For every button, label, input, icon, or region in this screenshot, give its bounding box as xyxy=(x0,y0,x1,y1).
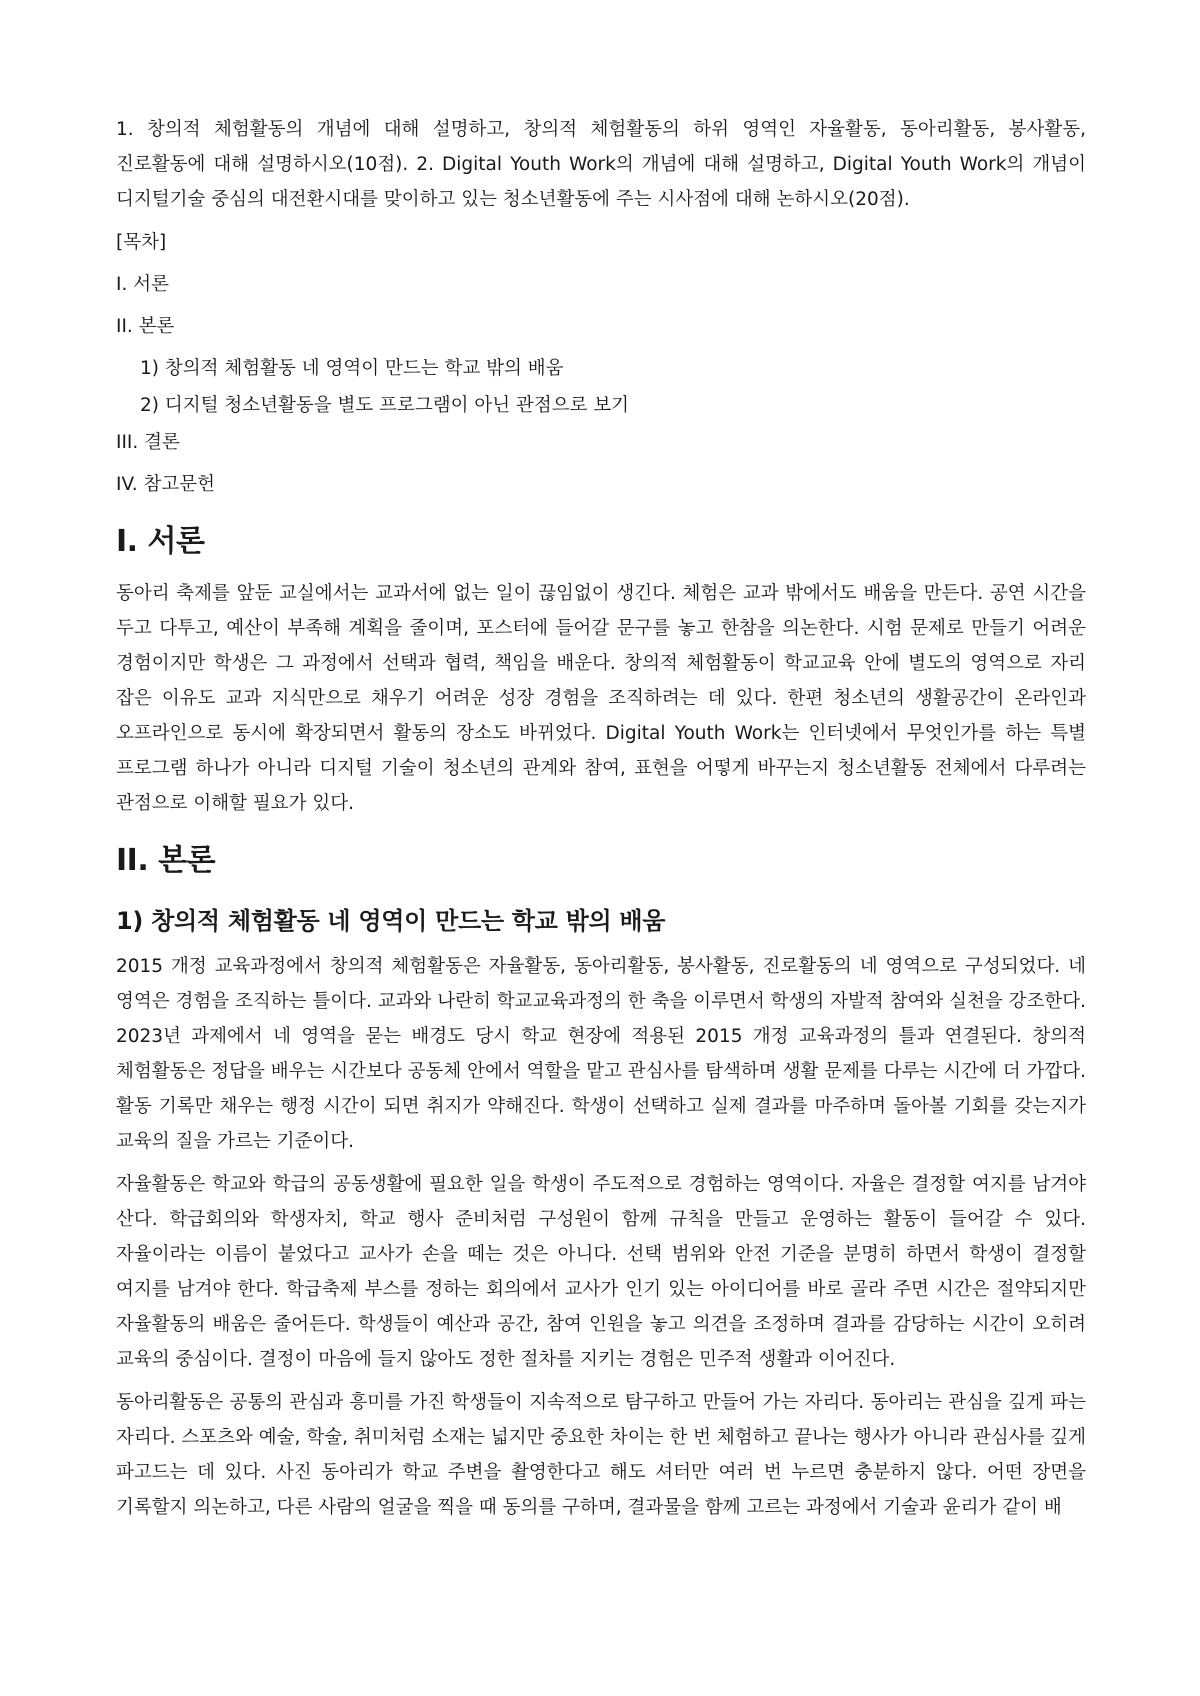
toc-item-body: II. 본론 xyxy=(116,316,175,337)
intro-paragraph: 동아리 축제를 앞둔 교실에서는 교과서에 없는 일이 끊임없이 생긴다. 체험은 교과 밖에서도 배움을 만든다. 공연 시간을 두고 다투고, 예산이 부족해 계획을 줄이며, 포스터에 들어갈 문구를 놓고 한참을 의논한다. 시험 문제로 만들기 어려운 경험이지만 학생은 그 과정에서 선택과 협력, 책임을 배운다. 창의적 체험활동이 학교교육 안에 별도의 영역으로 자리 잡은 이유도 교과 지식만으로 채우기 어려운 성장 경험을 조직하려는 데 있다. 한편 청소년의 생활공간이 온라인과 오프라인으로 동시에 확장되면서 활동의 장소도 바뀌었다. Digital Youth Work는 인터넷에서 무엇인가를 하는 특별 프로그램 하나가 아니라 디지털 기술이 청소년의 관계와 참여, 표현을 어떻게 바꾸는지 청소년활동 전체에서 다루려는 관점으로 이해할 필요가 있다. xyxy=(116,583,1087,814)
section-heading-intro: I. 서론 xyxy=(116,524,205,559)
toc-item-conclusion: III. 결론 xyxy=(116,432,180,453)
toc-label: [목차] xyxy=(116,232,167,253)
assignment-question: 1. 창의적 체험활동의 개념에 대해 설명하고, 창의적 체험활동의 하위 영역인 자율활동, 동아리활동, 봉사활동, 진로활동에 대해 설명하시오(10점). 2. Digital Youth Work의 개념에 대해 설명하고, Digital Youth Work의 개념이 디지털기술 중심의 대전환시대를 맞이하고 있는 청소년활동에 주는 시사점에 대해 논하시오(20점). xyxy=(116,119,1086,210)
table-of-contents xyxy=(116,225,1086,502)
toc-subitem-creative-activities: 1) 창의적 체험활동 네 영역이 만드는 학교 밖의 배움 xyxy=(140,358,564,379)
toc-item-references: IV. 참고문헌 xyxy=(116,474,215,495)
section-heading-body: II. 본론 xyxy=(116,843,216,878)
document-page xyxy=(116,112,1086,1533)
toc-subitem-digital-youth-work: 2) 디지털 청소년활동을 별도 프로그램이 아닌 관점으로 보기 xyxy=(140,395,630,416)
body-paragraph: 2015 개정 교육과정에서 창의적 체험활동은 자율활동, 동아리활동, 봉사활동, 진로활동의 네 영역으로 구성되었다. 네 영역은 경험을 조직하는 틀이다. 교과와 나란히 학교교육과정의 한 축을 이루면서 학생의 자발적 참여와 실천을 강조한다. 2023년 과제에서 네 영역을 묻는 배경도 당시 학교 현장에 적용된 2015 개정 교육과정의 틀과 연결된다. 창의적 체험활동은 정답을 배우는 시간보다 공동체 안에서 역할을 맡고 관심사를 탐색하며 생활 문제를 다루는 시간에 더 가깝다. 활동 기록만 채우는 행정 시간이 되면 취지가 약해진다. 학생이 선택하고 실제 결과를 마주하며 돌아볼 기회를 갖는지가 교육의 질을 가르는 기준이다. xyxy=(116,956,1086,1152)
body-paragraph: 자율활동은 학교와 학급의 공동생활에 필요한 일을 학생이 주도적으로 경험하는 영역이다. 자율은 결정할 여지를 남겨야 산다. 학급회의와 학생자치, 학교 행사 준비처럼 구성원이 함께 규칙을 만들고 운영하는 활동이 들어갈 수 있다. 자율이라는 이름이 붙었다고 교사가 손을 떼는 것은 아니다. 선택 범위와 안전 기준을 분명히 하면서 학생이 결정할 여지를 남겨야 한다. 학급축제 부스를 정하는 회의에서 교사가 인기 있는 아이디어를 바로 골라 주면 시간은 절약되지만 자율활동의 배움은 줄어든다. 학생들이 예산과 공간, 참여 인원을 놓고 의견을 조정하며 결과를 감당하는 시간이 오히려 교육의 중심이다. 결정이 마음에 들지 않아도 정한 절차를 지키는 경험은 민주적 생활과 이어진다. xyxy=(116,1174,1086,1370)
body-paragraph: 동아리활동은 공통의 관심과 흥미를 가진 학생들이 지속적으로 탐구하고 만들어 가는 자리다. 동아리는 관심을 깊게 파는 자리다. 스포츠와 예술, 학술, 취미처럼 소재는 넓지만 중요한 차이는 한 번 체험하고 끝나는 행사가 아니라 관심사를 깊게 파고드는 데 있다. 사진 동아리가 학교 주변을 촬영한다고 해도 셔터만 여러 번 누르면 충분하지 않다. 어떤 장면을 기록할지 의논하고, 다른 사람의 얼굴을 찍을 때 동의를 구하며, 결과물을 함께 고르는 과정에서 기술과 윤리가 같이 배 xyxy=(116,1392,1086,1518)
subsection-heading-creative-activities: 1) 창의적 체험활동 네 영역이 만드는 학교 밖의 배움 xyxy=(116,907,666,935)
toc-item-intro: I. 서론 xyxy=(116,274,169,295)
